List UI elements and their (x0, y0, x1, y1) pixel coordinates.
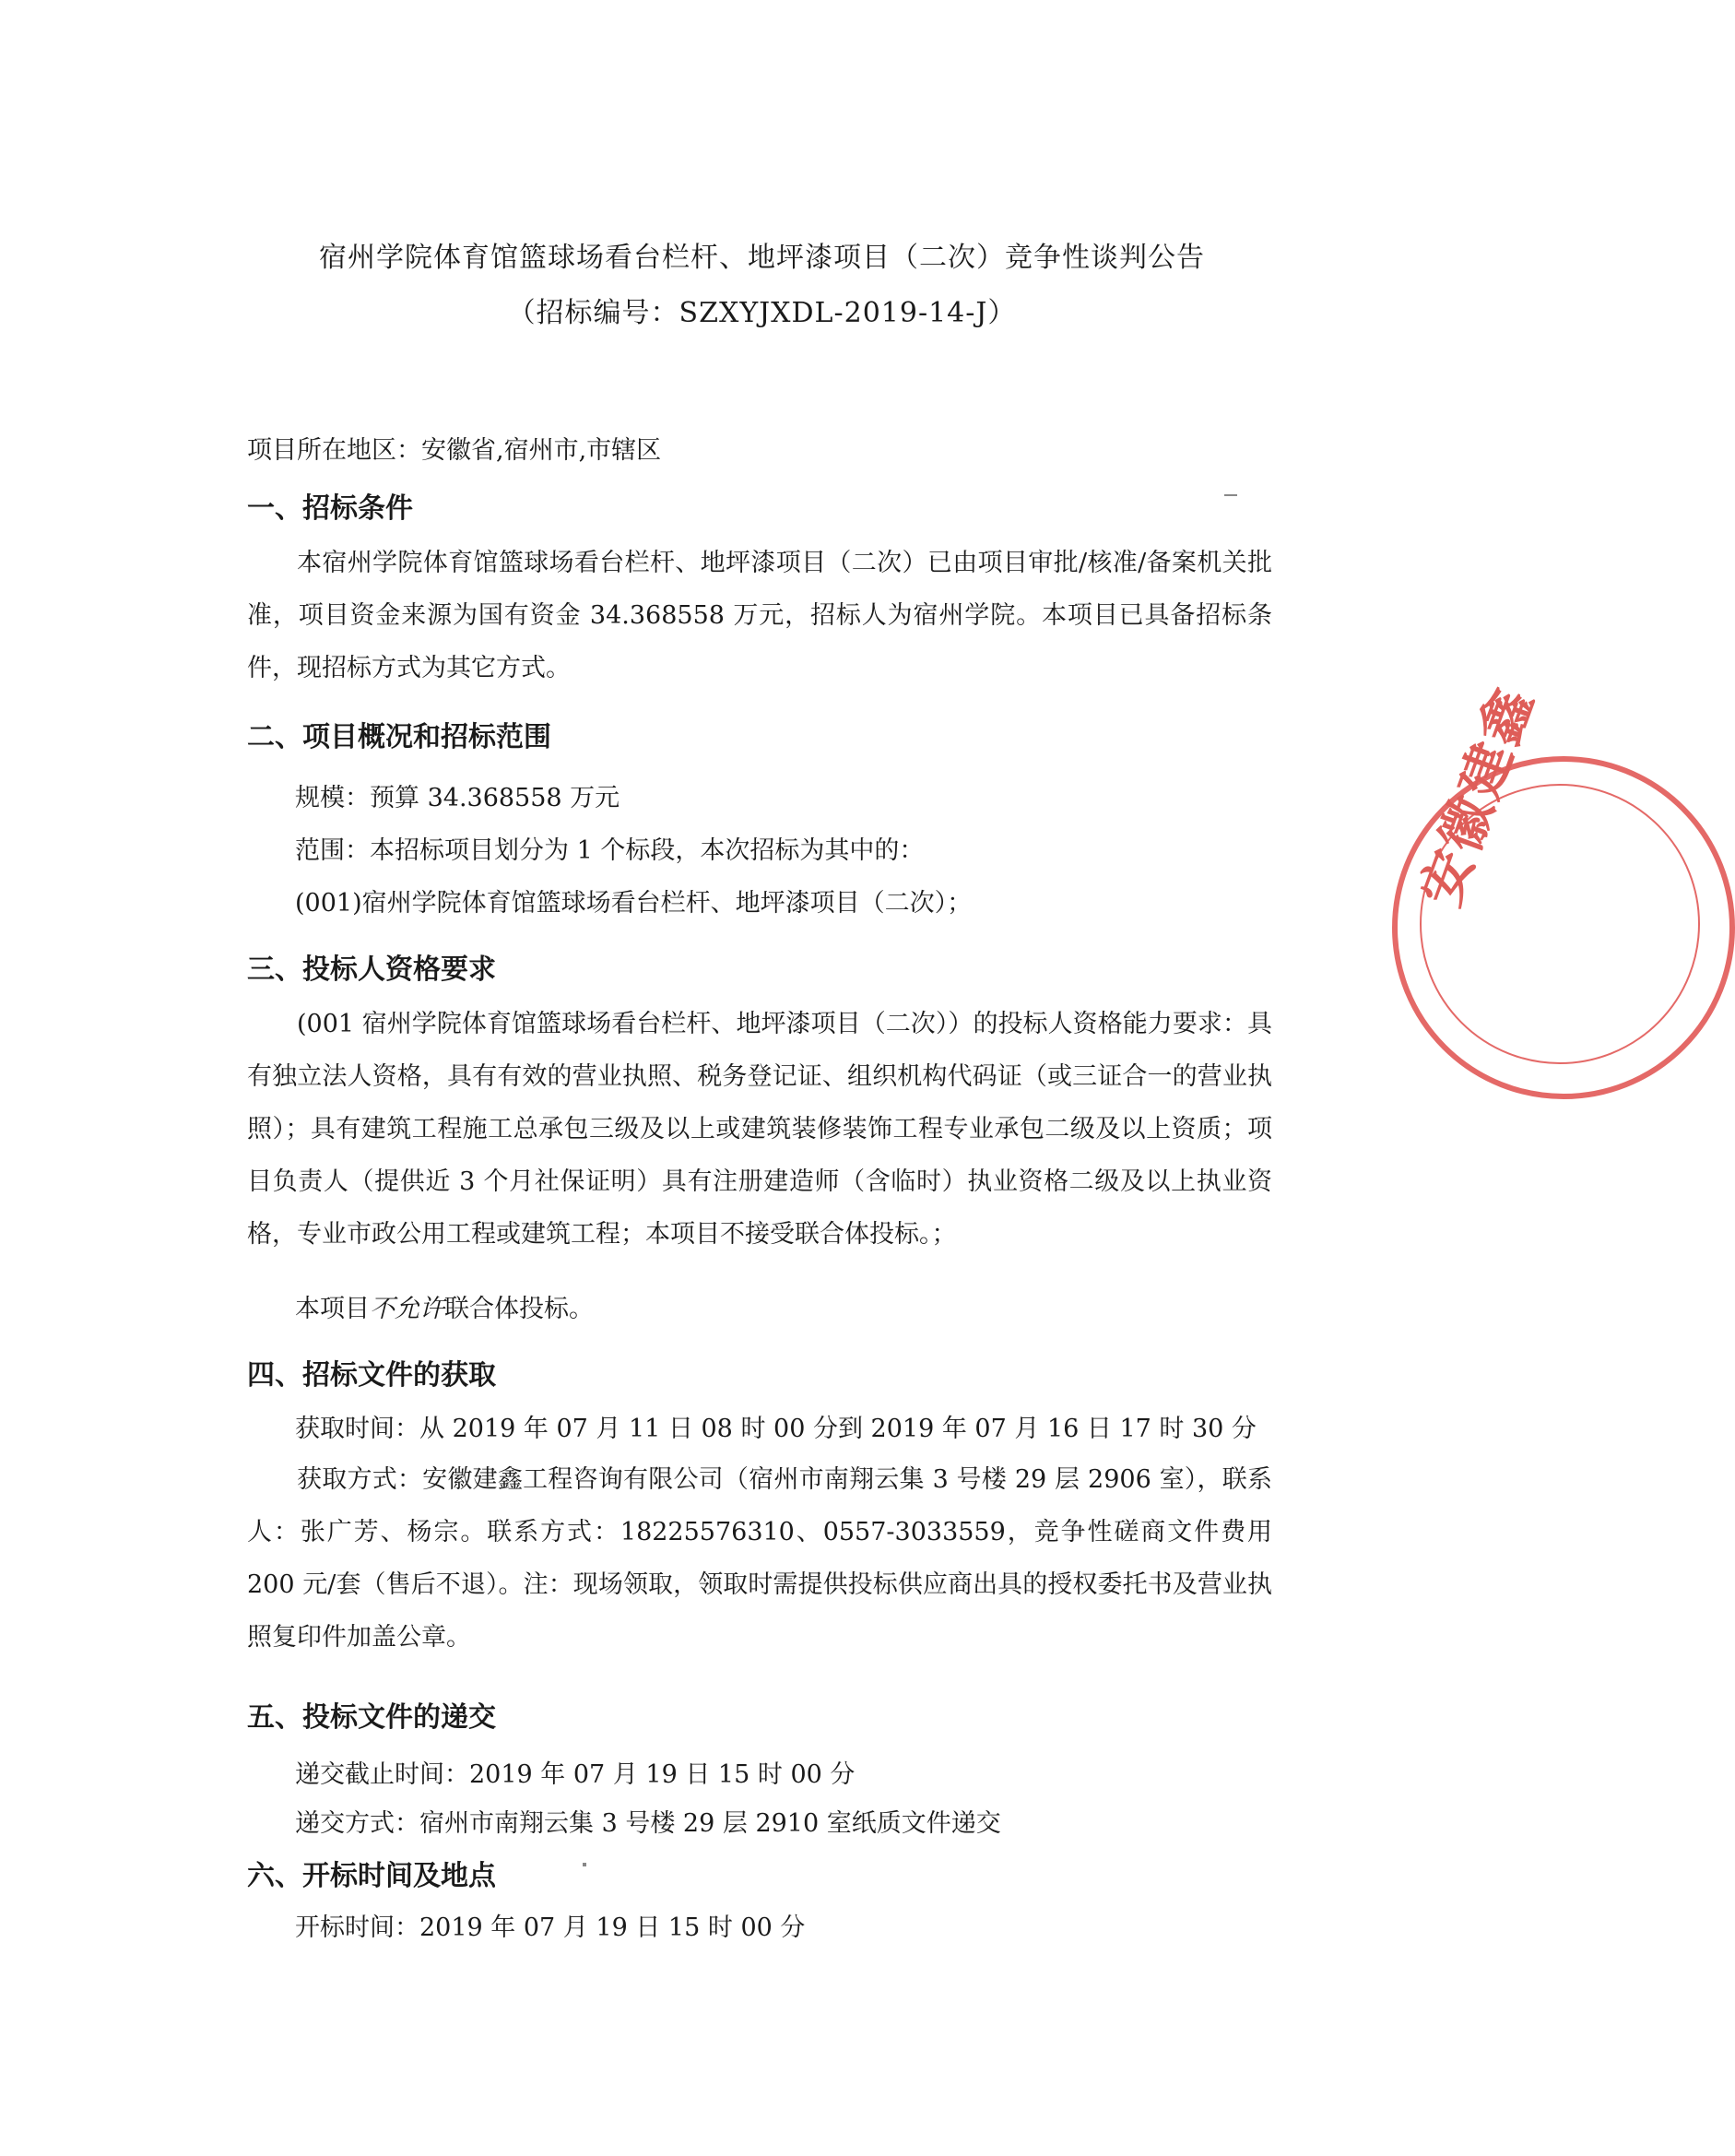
acquire-time: 获取时间：从 2019 年 07 月 11 日 08 时 00 分到 2019 年 07 月 16 日 17 时 30 分 (295, 1415, 1257, 1443)
section-3-heading: 三、投标人资格要求 (247, 954, 496, 986)
scan-speck (583, 1863, 586, 1866)
acquire-method: 获取方式：安徽建鑫工程咨询有限公司（宿州市南翔云集 3 号楼 29 层 2906 室），联系人：张广芳、杨宗。联系方式：18225576310、0557-3033559，竞争性磋商文件费用 200 元/套（售后不退）。注：现场领取，领取时需提供投标供应商出具的授权委托书及营业执照复印件加盖公章。 (247, 1465, 1272, 1652)
official-seal-stamp (1392, 677, 1735, 1099)
seal-text: 安徽建鑫 (1409, 677, 1546, 914)
section-4-heading: 四、招标文件的获取 (247, 1359, 496, 1392)
project-lot: (001)宿州学院体育馆篮球场看台栏杆、地坪漆项目（二次）； (295, 889, 973, 918)
project-range: 范围：本招标项目划分为 1 个标段，本次招标为其中的： (295, 836, 925, 865)
section-1-heading: 一、招标条件 (247, 492, 413, 525)
bid-number: （招标编号：SZXYJXDL-2019-14-J） (507, 297, 1017, 329)
consortium-note-post: 联合体投标。 (444, 1295, 594, 1323)
document-title: 宿州学院体育馆篮球场看台栏杆、地坪漆项目（二次）竞争性谈判公告 (319, 242, 1205, 274)
submission-method: 递交方式：宿州市南翔云集 3 号楼 29 层 2910 室纸质文件递交 (295, 1809, 1001, 1838)
section-2-heading: 二、项目概况和招标范围 (247, 721, 551, 753)
consortium-note-pre: 本项目 (295, 1295, 370, 1323)
scan-speck (1224, 494, 1237, 496)
project-scale: 规模：预算 34.368558 万元 (295, 784, 620, 812)
opening-time: 开标时间：2019 年 07 月 19 日 15 时 00 分 (295, 1913, 806, 1942)
section-3-paragraph: (001 宿州学院体育馆篮球场看台栏杆、地坪漆项目（二次））的投标人资格能力要求：具有独立法人资格，具有有效的营业执照、税务登记证、组织机构代码证（或三证合一的营业执照）；具有建筑工程施工总承包三级及以上或建筑装修装饰工程专业承包二级及以上资质；项目负责人（提供近 3 个月社保证明）具有注册建造师（含临时）执业资格二级及以上执业资格，专业市政公用工程或建筑工程；本项目不接受联合体投标。； (247, 1010, 1272, 1249)
project-region: 项目所在地区：安徽省,宿州市,市辖区 (247, 436, 662, 465)
section-1-paragraph: 本宿州学院体育馆篮球场看台栏杆、地坪漆项目（二次）已由项目审批/核准/备案机关批准，项目资金来源为国有资金 34.368558 万元，招标人为宿州学院。本项目已具备招标条件，现招标方式为其它方式。 (247, 549, 1272, 682)
consortium-note-emphasis: 不允许 (370, 1295, 444, 1323)
section-5-heading: 五、投标文件的递交 (247, 1701, 496, 1734)
section-6-heading: 六、开标时间及地点 (247, 1860, 496, 1892)
consortium-note (295, 1288, 594, 1324)
submission-deadline: 递交截止时间：2019 年 07 月 19 日 15 时 00 分 (295, 1760, 856, 1789)
